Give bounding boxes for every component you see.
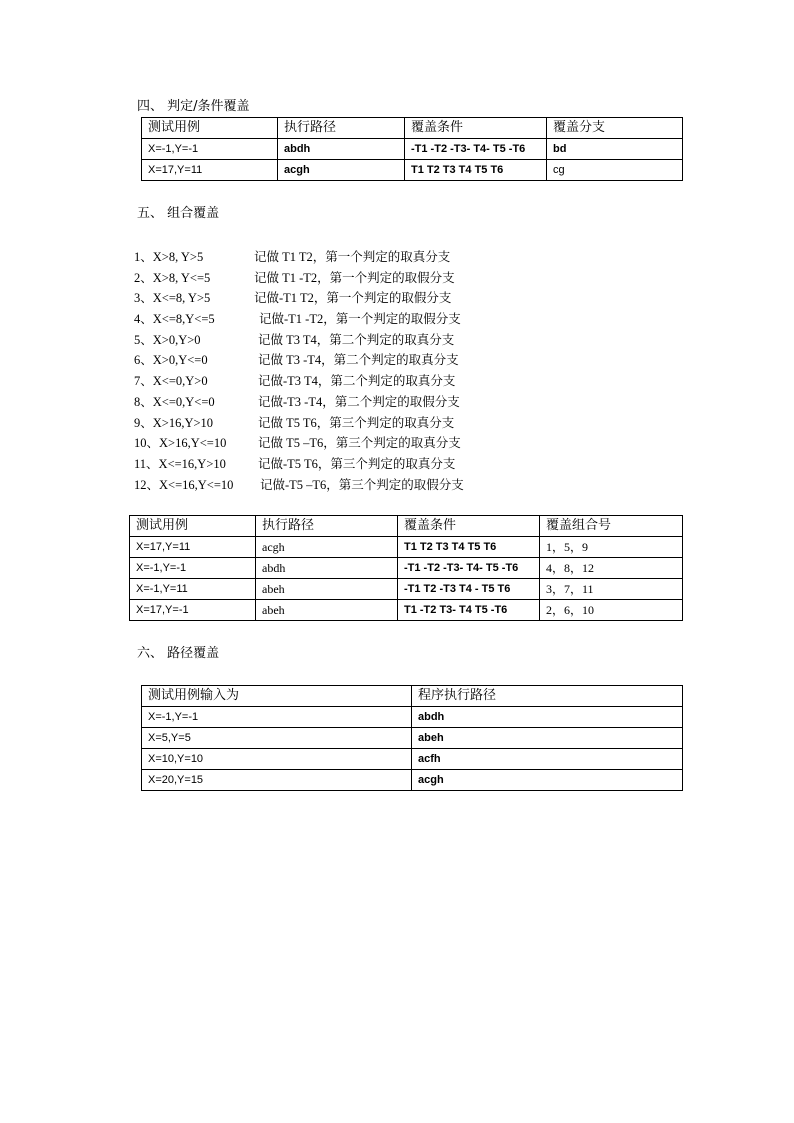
condition-text: 11、X<=16,Y>10: [134, 456, 226, 471]
table-cell: -T1 T2 -T3 T4 - T5 T6: [398, 579, 540, 600]
list-item: [134, 268, 455, 289]
table-cell: 2，6，10: [540, 600, 683, 621]
table-cell: abeh: [412, 728, 683, 749]
header-cell: 覆盖分支: [547, 118, 683, 139]
condition-text: 9、X>16,Y>10: [134, 415, 214, 430]
list-item: [134, 433, 461, 454]
condition-text: 5、X>0,Y>0: [134, 332, 201, 347]
table-cell: X=-1,Y=-1: [142, 139, 278, 160]
table-row: [130, 558, 683, 579]
table-row: [130, 579, 683, 600]
condition-text: 4、X<=8,Y<=5: [134, 312, 215, 327]
table-cell: 3，7，11: [540, 579, 683, 600]
table-cell: X=-1,Y=-1: [142, 707, 412, 728]
header-cell: 执行路径: [278, 118, 405, 139]
header-cell: 覆盖组合号: [540, 516, 683, 537]
table-row: [142, 749, 683, 770]
list-item: [134, 454, 456, 475]
table-row: [142, 728, 683, 749]
condition-note: 记做-T5 T6，第三个判定的取真分支: [258, 456, 456, 471]
table-cell: acgh: [278, 160, 405, 181]
table-cell: abdh: [256, 558, 398, 579]
condition-note: 记做 T1 -T2，第一个判定的取假分支: [254, 270, 455, 285]
table-cell: bd: [547, 139, 683, 160]
condition-note: 记做-T5 –T6，第三个判定的取假分支: [260, 477, 464, 492]
table-cell: acgh: [256, 537, 398, 558]
header-cell: 程序执行路径: [412, 686, 683, 707]
header-cell: 覆盖条件: [398, 516, 540, 537]
condition-note: 记做 T5 –T6，第三个判定的取真分支: [258, 436, 461, 451]
condition-note: 记做-T1 T2，第一个判定的取假分支: [254, 291, 452, 306]
decision-condition-table: [141, 117, 683, 181]
table-cell: abdh: [278, 139, 405, 160]
table-cell: T1 -T2 T3- T4 T5 -T6: [398, 600, 540, 621]
condition-text: 8、X<=0,Y<=0: [134, 394, 215, 409]
table-cell: cg: [547, 160, 683, 181]
table-cell: -T1 -T2 -T3- T4- T5 -T6: [398, 558, 540, 579]
table-cell: X=17,Y=-1: [130, 600, 256, 621]
table-cell: 4，8，12: [540, 558, 683, 579]
header-cell: 覆盖条件: [405, 118, 547, 139]
table-row: [142, 707, 683, 728]
list-item: [134, 475, 464, 496]
condition-note: 记做 T3 -T4，第二个判定的取真分支: [258, 353, 459, 368]
list-item: [134, 350, 459, 371]
table-cell: -T1 -T2 -T3- T4- T5 -T6: [405, 139, 547, 160]
table-cell: X=5,Y=5: [142, 728, 412, 749]
table-header-row: [130, 516, 683, 537]
table-cell: T1 T2 T3 T4 T5 T6: [405, 160, 547, 181]
condition-text: 7、X<=0,Y>0: [134, 374, 208, 389]
table-header-row: [142, 686, 683, 707]
condition-text: 1、X>8, Y>5: [134, 250, 204, 264]
list-item: [134, 392, 460, 413]
list-item: [134, 288, 452, 309]
table-cell: T1 T2 T3 T4 T5 T6: [398, 537, 540, 558]
table-cell: abeh: [256, 600, 398, 621]
combination-condition-list: [134, 247, 464, 495]
table-row: [142, 770, 683, 791]
list-item: [134, 309, 461, 330]
table-cell: X=10,Y=10: [142, 749, 412, 770]
table-header-row: [142, 118, 683, 139]
table-cell: X=-1,Y=11: [130, 579, 256, 600]
table-cell: X=-1,Y=-1: [130, 558, 256, 579]
header-cell: 测试用例输入为: [142, 686, 412, 707]
table-cell: abeh: [256, 579, 398, 600]
list-item: [134, 330, 455, 351]
path-coverage-table: [141, 685, 683, 791]
header-cell: 测试用例: [130, 516, 256, 537]
list-item: [134, 247, 451, 268]
table-cell: acgh: [412, 770, 683, 791]
section-6-heading: 六、 路径覆盖: [137, 646, 220, 661]
table-cell: acfh: [412, 749, 683, 770]
table-cell: X=17,Y=11: [130, 537, 256, 558]
table-row: [142, 160, 683, 181]
list-item: [134, 371, 456, 392]
table-row: [142, 139, 683, 160]
condition-note: 记做-T1 -T2，第一个判定的取假分支: [259, 312, 461, 327]
condition-note: 记做-T3 T4，第二个判定的取真分支: [258, 374, 456, 389]
table-cell: abdh: [412, 707, 683, 728]
table-row: [130, 537, 683, 558]
condition-note: 记做 T5 T6，第三个判定的取真分支: [258, 415, 455, 430]
condition-text: 3、X<=8, Y>5: [134, 291, 211, 306]
table-cell: 1，5，9: [540, 537, 683, 558]
condition-text: 6、X>0,Y<=0: [134, 353, 208, 368]
condition-note: 记做 T3 T4，第二个判定的取真分支: [258, 332, 455, 347]
table-cell: X=17,Y=11: [142, 160, 278, 181]
section-5-heading: 五、 组合覆盖: [137, 206, 220, 221]
header-cell: 测试用例: [142, 118, 278, 139]
combination-coverage-table: [129, 515, 683, 621]
table-row: [130, 600, 683, 621]
header-cell: 执行路径: [256, 516, 398, 537]
condition-note: 记做 T1 T2，第一个判定的取真分支: [254, 250, 451, 264]
condition-note: 记做-T3 -T4，第二个判定的取假分支: [258, 394, 460, 409]
condition-text: 10、X>16,Y<=10: [134, 436, 227, 451]
section-4-heading: 四、 判定/条件覆盖: [137, 99, 250, 114]
table-cell: X=20,Y=15: [142, 770, 412, 791]
list-item: [134, 413, 455, 434]
condition-text: 12、X<=16,Y<=10: [134, 477, 234, 492]
condition-text: 2、X>8, Y<=5: [134, 270, 211, 285]
